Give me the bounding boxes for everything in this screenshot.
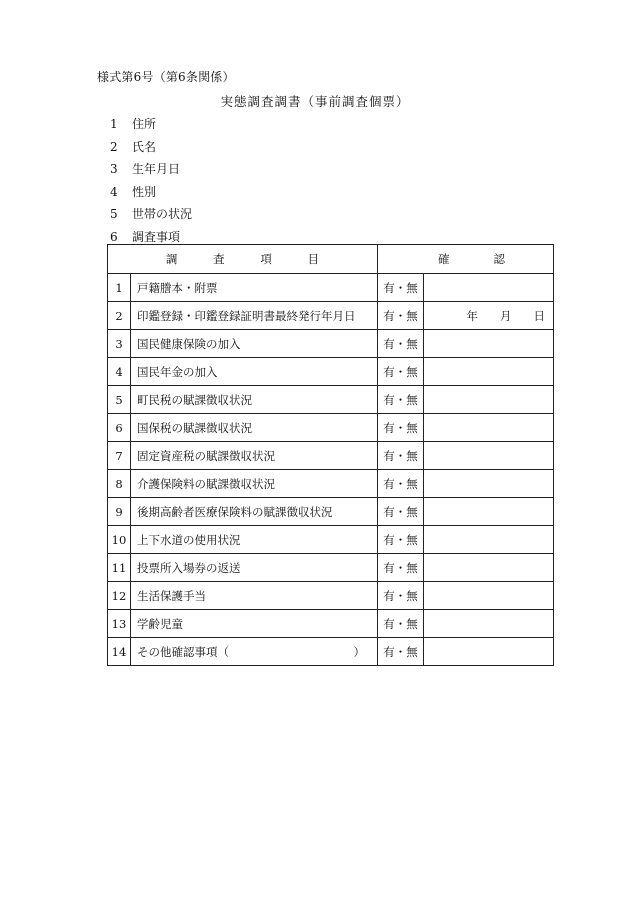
field-household	[110, 203, 192, 226]
header-char: 確	[438, 252, 450, 266]
field-number: 2	[110, 139, 118, 154]
table-row	[108, 526, 554, 554]
row-number: 13	[108, 610, 131, 638]
date-day-label: 日	[533, 308, 545, 323]
yes-no-cell[interactable]: 有・無	[378, 610, 424, 638]
row-number: 5	[108, 386, 131, 414]
field-label: 性別	[132, 184, 157, 199]
row-item: 戸籍謄本・附票	[131, 274, 378, 302]
row-number: 4	[108, 358, 131, 386]
table-row	[108, 358, 554, 386]
yes-no-cell[interactable]: 有・無	[378, 470, 424, 498]
table-row	[108, 470, 554, 498]
form-number: 様式第6号（第6条関係）	[97, 70, 235, 84]
table-row	[108, 414, 554, 442]
confirm-cell[interactable]	[424, 358, 554, 386]
row-number: 10	[108, 526, 131, 554]
confirm-cell[interactable]	[424, 526, 554, 554]
confirm-cell[interactable]	[424, 274, 554, 302]
row-number: 9	[108, 498, 131, 526]
survey-table	[107, 244, 554, 666]
yes-no-cell[interactable]: 有・無	[378, 442, 424, 470]
row-item: 国保税の賦課徴収状況	[131, 414, 378, 442]
row-item: 町民税の賦課徴収状況	[131, 386, 378, 414]
row-item: 後期高齢者医療保険料の賦課徴収状況	[131, 498, 378, 526]
date-year-label: 年	[466, 308, 478, 323]
field-number: 3	[110, 162, 118, 176]
confirm-cell[interactable]	[424, 638, 554, 666]
field-birthdate	[110, 158, 192, 181]
field-name	[110, 136, 192, 159]
field-number: 6	[110, 229, 118, 244]
table-row	[108, 330, 554, 358]
yes-no-cell[interactable]: 有・無	[378, 498, 424, 526]
field-label: 氏名	[132, 139, 157, 154]
table-row	[108, 386, 554, 414]
yes-no-cell[interactable]: 有・無	[378, 554, 424, 582]
yes-no-cell[interactable]: 有・無	[378, 274, 424, 302]
confirm-cell[interactable]	[424, 442, 554, 470]
other-item-label: その他確認事項（	[137, 644, 229, 659]
confirm-cell[interactable]	[424, 610, 554, 638]
yes-no-cell[interactable]: 有・無	[378, 414, 424, 442]
table-row	[108, 582, 554, 610]
row-number: 14	[108, 638, 131, 666]
confirm-cell[interactable]	[424, 582, 554, 610]
table-row	[108, 610, 554, 638]
table-row	[108, 302, 554, 330]
header-confirmation	[378, 245, 554, 274]
header-char: 査	[213, 252, 225, 266]
header-char: 目	[307, 252, 320, 266]
field-number: 4	[110, 184, 118, 199]
table-header-row	[108, 245, 554, 274]
row-item: 国民健康保険の加入	[131, 330, 378, 358]
header-survey-items	[108, 245, 378, 274]
row-item: 固定資産税の賦課徴収状況	[131, 442, 378, 470]
yes-no-cell[interactable]: 有・無	[378, 358, 424, 386]
yes-no-cell[interactable]: 有・無	[378, 526, 424, 554]
row-number: 1	[108, 274, 131, 302]
field-label: 調査事項	[132, 229, 181, 244]
header-char: 項	[260, 252, 272, 266]
confirm-cell[interactable]	[424, 554, 554, 582]
table-row	[108, 554, 554, 582]
date-month-label: 月	[500, 308, 512, 323]
row-item: 介護保険料の賦課徴収状況	[131, 470, 378, 498]
document-title: 実態調査調書（事前調査個票）	[220, 94, 410, 109]
confirm-cell[interactable]	[424, 414, 554, 442]
field-label: 生年月日	[132, 162, 181, 176]
table-row	[108, 498, 554, 526]
row-item: 国民年金の加入	[131, 358, 378, 386]
confirm-cell[interactable]	[424, 470, 554, 498]
other-item-close-paren: ）	[353, 644, 365, 659]
field-number: 1	[110, 117, 118, 131]
confirm-cell[interactable]	[424, 386, 554, 414]
row-item: 印鑑登録・印鑑登録証明書最終発行年月日	[131, 302, 378, 330]
confirm-cell[interactable]	[424, 330, 554, 358]
field-address	[110, 113, 192, 136]
field-label: 住所	[132, 117, 157, 131]
field-gender	[110, 181, 192, 204]
table-row	[108, 274, 554, 302]
yes-no-cell[interactable]: 有・無	[378, 302, 424, 330]
yes-no-cell[interactable]: 有・無	[378, 582, 424, 610]
row-item: 学齢児童	[131, 610, 378, 638]
row-item: 上下水道の使用状況	[131, 526, 378, 554]
row-number: 3	[108, 330, 131, 358]
header-char: 認	[493, 252, 505, 266]
field-label: 世帯の状況	[132, 207, 193, 221]
yes-no-cell[interactable]: 有・無	[378, 330, 424, 358]
confirm-date-cell[interactable]	[424, 302, 554, 330]
row-item-other[interactable]	[131, 638, 378, 666]
confirm-cell[interactable]	[424, 498, 554, 526]
row-number: 12	[108, 582, 131, 610]
table-row	[108, 442, 554, 470]
row-number: 7	[108, 442, 131, 470]
yes-no-cell[interactable]: 有・無	[378, 638, 424, 666]
row-item: 投票所入場券の返送	[131, 554, 378, 582]
header-char: 調	[165, 252, 178, 266]
basic-fields-list	[110, 113, 192, 248]
yes-no-cell[interactable]: 有・無	[378, 386, 424, 414]
field-number: 5	[110, 207, 118, 221]
row-item: 生活保護手当	[131, 582, 378, 610]
table-row	[108, 638, 554, 666]
row-number: 8	[108, 470, 131, 498]
row-number: 6	[108, 414, 131, 442]
row-number: 2	[108, 302, 131, 330]
row-number: 11	[108, 554, 131, 582]
